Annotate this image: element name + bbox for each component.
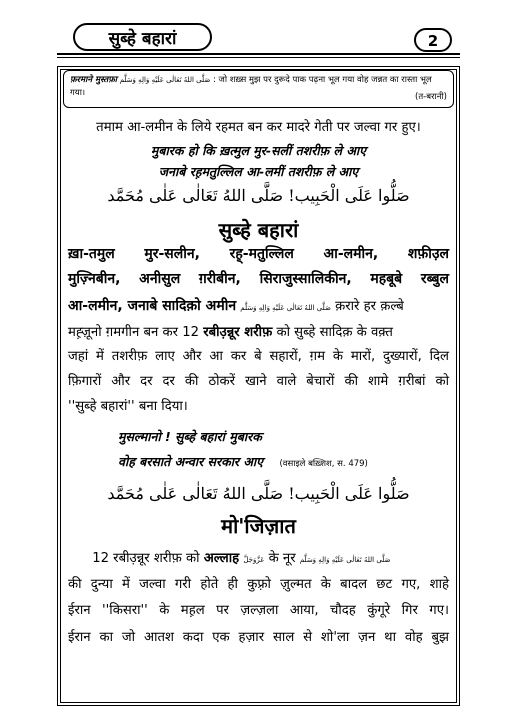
section2-salutation: صَلَّى اللهُ تَعَالٰى عَلَيْهِ وَالِهِ وَسَلَّم: [299, 556, 391, 564]
header-rule: [57, 53, 460, 55]
section1-salutation: صَلَّى اللهُ تَعَالٰى عَلَيْهِ وَالِهِ وَسَلَّم: [240, 304, 331, 312]
intro-line: तमाम आ-लमीन के लिये रहमत बन कर मादरे गेती पर जल्वा गर हुए।: [96, 120, 421, 135]
hadith-salutation: صَلَّى اللهُ تَعَالٰى عَلَيْهِ وَالِهِ وَسَلَّم: [119, 76, 211, 84]
section1-line-2: मुज़्निबीन, अनीसुल ग़रीबीन, सिराजुस्सालिकीन, महबूबे रब्बुल: [68, 271, 449, 287]
section1-line-3b: क़रारे हर क़ल्बे: [335, 299, 404, 314]
section2-arabic-azza: عَزَّوَجَلَّ: [243, 556, 265, 564]
section1-line-4b: को सुब्हे सादिक़ के वक़्त: [276, 325, 393, 340]
hadith-box: [63, 70, 454, 108]
hadith-text: : जो शख़्स मुझ पर दुरूदे पाक पढ़ना भूल गया वोह जन्नत का रास्ता भूल: [212, 75, 432, 85]
section1-line-4a: मह़्ज़ूनो ग़मगीन बन कर 12: [68, 325, 200, 340]
section2-line-1-bold: अल्लाह: [203, 551, 240, 566]
section2-line-3: ईरान ''किसरा'' के मह़ल पर ज़ल्ज़ला आया, चौदह कुंगूरे गिर गए।: [68, 603, 449, 618]
hadith-text-end: गया।: [70, 88, 86, 98]
durood-2: صَلُّوا عَلَى الْحَبِيب! صَلَّى اللهُ تَعَالٰى عَلٰى مُحَمَّد: [107, 484, 410, 503]
page-number: 2: [414, 28, 452, 52]
section1-line-6: फ़िगारों और दर दर की ठोकरें खाने वाले बेचारों की शामे ग़रीबां को: [68, 374, 449, 389]
page-title: सुब्हे बहारां: [73, 23, 212, 51]
section-heading-subhe-baharan: सुब्हे बहारां: [218, 218, 299, 242]
hadith-label: फ़रमाने मुस्तफ़ा: [70, 75, 117, 85]
section2-line-1a: 12 रबीउ़न्नूर शरीफ़ को: [92, 551, 200, 566]
intro-couplet-1: मुबारक हो कि ख़त्मुल मुर-सलीं तशरीफ़ ले आए: [150, 143, 367, 158]
section1-couplet-1: मुसल्मानो ! सुब्हे बहारां मुबारक: [118, 429, 262, 444]
section1-line-1: ख़ा-तमुल मुर-सलीन, रह़्-मतुल्लिल आ-लमीन, शफ़ीउ़ल: [68, 246, 449, 262]
section1-line-3a: आ-लमीन, जनाबे सादिक़ो अमीन: [68, 298, 237, 314]
section1-line-7: ''सुब्हे बहारां'' बना दिया।: [68, 399, 188, 414]
section2-line-2: की दुन्या में जल्वा गरी होते ही कुफ़्रो ज़ुल्मत के बादल छट गए, शाहे: [68, 577, 449, 592]
section2-line-4: ईरान का जो आतश कदा एक हज़ार साल से शो'ला ज़न था वोह बुझ: [68, 630, 449, 645]
hadith-reference: (त-बरानी): [415, 92, 447, 102]
section1-line-5: जहां में तशरीफ़ लाए और आ कर बे सहारों, ग़म के मारों, दुख्यारों, दिल: [68, 349, 449, 364]
section2-line-1b: के नूर: [268, 551, 296, 566]
section1-couplet-2-text: वोह बरसाते अन्वार सरकार आए: [118, 454, 264, 469]
section-heading-mojizat: मो'जिज़ात: [221, 514, 296, 538]
header-rule-thin: [57, 57, 460, 58]
section1-line-3: [68, 296, 449, 315]
section2-line-1: [68, 548, 449, 566]
section1-couplet-2: [118, 453, 448, 470]
intro-couplet-2: जनाबे रह़मतुल्लिल आ-लमीं तशरीफ़ ले आए: [158, 164, 359, 179]
section1-line-4: [68, 322, 449, 340]
durood-1: صَلُّوا عَلَى الْحَبِيب! صَلَّى اللهُ تَعَالٰى عَلٰى مُحَمَّد: [107, 186, 410, 205]
section1-citation: (वसाइले बख़्शिश, स. 479): [279, 459, 368, 469]
section1-line-4-bold: रबीउ़न्नूर शरीफ़: [203, 325, 273, 340]
